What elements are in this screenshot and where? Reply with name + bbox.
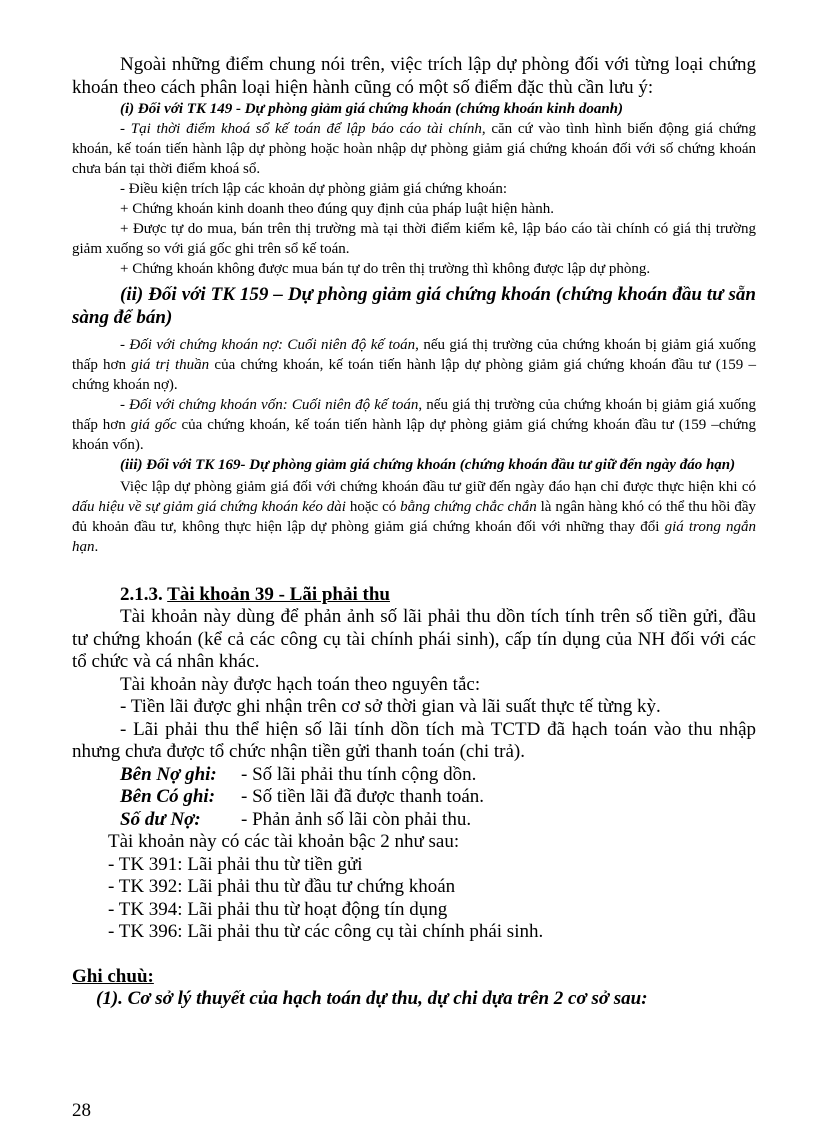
- tk149-heading: (i) Đối với TK 149 - Dự phòng giảm giá chứng khoán (chứng khoán kinh doanh): [120, 101, 624, 117]
- rule-value: - Số tiền lãi đã được thanh toán.: [241, 786, 485, 807]
- tk159-paragraph-2: [72, 395, 756, 455]
- note-line-1: (1). Cơ sở lý thuyết của hạch toán dự thu, dự chi dựa trên 2 cơ sở sau:: [96, 987, 648, 1009]
- rule-value: - Số lãi phải thu tính cộng dồn.: [241, 763, 477, 785]
- tk169-paragraph: [72, 477, 756, 557]
- sub-account-item: - TK 394: Lãi phải thu từ hoạt động tín dụng: [108, 898, 448, 920]
- tk159-p2-text: , nếu giá thị trường của chứng khoán bị giảm giá xuống thấp hơn: [72, 397, 756, 433]
- tk169-italic-b: dấu hiệu về sự giảm giá chứng khoán kéo dài: [72, 499, 346, 515]
- section-heading-2-1-3: [72, 584, 756, 606]
- account-rules: [72, 764, 756, 832]
- tk169-text-g: .: [94, 539, 99, 555]
- sub-account-item: - TK 391: Lãi phải thu từ tiền gửi: [108, 853, 363, 875]
- rule-row: [72, 764, 756, 787]
- tk159-heading: (ii) Đối với TK 159 – Dự phòng giảm giá chứng khoán (chứng khoán đầu tư sẵn sàng để bán): [72, 284, 756, 328]
- tk149-paragraph-5: + Chứng khoán không được mua bán tự do trên thị trường thì không được lập dự phòng.: [120, 261, 651, 277]
- tk159-p1-italic-term: giá trị thuần: [131, 357, 210, 373]
- tk39-paragraph-1: Tài khoản này dùng để phản ảnh số lãi phải thu dồn tích tính trên số tiền gửi, đầu tư chứng khoán (kể cả các công cụ tài chính phái sinh), cấp tín dụng của NH đối với các tổ chức và cá nhân khác.: [72, 606, 756, 672]
- tk159-p2-text-end: của chứng khoán, kế toán tiến hành lập dự phòng giảm giá chứng khoán đầu tư (159 –chứng khoán vốn).: [72, 417, 756, 453]
- tk159-paragraph-1: [72, 335, 756, 395]
- tk169-text-a: Việc lập dự phòng giảm giá đối với chứng khoán đầu tư giữ đến ngày đáo hạn chỉ được thực hiện khi có: [120, 479, 756, 495]
- tk149-p1-rest: , căn cứ vào tình hình biến động giá chứng khoán, kế toán tiến hành lập dự phòng hoặc hoàn nhập dự phòng giảm giá chứng khoán đối với số chứng khoán chưa bán tại thời điểm khoá sổ.: [72, 121, 756, 177]
- tk159-p2-italic-term: giá gốc: [130, 417, 177, 433]
- tk149-paragraph-2: - Điều kiện trích lập các khoản dự phòng giảm giá chứng khoán:: [120, 181, 507, 197]
- tk159-p2-italic: - Đối với chứng khoán vốn: Cuối niên độ kế toán: [120, 397, 419, 413]
- rule-row: [72, 786, 756, 809]
- tk39-paragraph-4: - Lãi phải thu thể hiện số lãi tính dồn tích mà TCTD đã hạch toán vào thu nhập nhưng chưa được tổ chức nhận tiền gửi thanh toán (chi trả).: [72, 718, 756, 762]
- note-title: Ghi chuù:: [72, 965, 154, 987]
- section-title: Tài khoản 39 - Lãi phải thu: [167, 584, 390, 605]
- tk169-italic-d: bằng chứng chắc chắn: [400, 499, 537, 515]
- rule-value: - Phản ảnh số lãi còn phải thu.: [241, 808, 472, 830]
- intro-paragraph: Ngoài những điểm chung nói trên, việc trích lập dự phòng đối với từng loại chứng khoán theo cách phân loại hiện hành cũng có một số điểm đặc thù cần lưu ý:: [72, 54, 756, 98]
- document-page: [72, 54, 756, 1010]
- tk149-paragraph-1: [72, 119, 756, 179]
- tk159-p1-italic: - Đối với chứng khoán nợ: Cuối niên độ kế toán: [120, 337, 416, 353]
- tk169-italic-f: giá trong ngắn hạn: [72, 519, 756, 555]
- tk169-text-c: hoặc có: [345, 499, 401, 515]
- tk39-paragraph-2: Tài khoản này được hạch toán theo nguyên tắc:: [120, 673, 481, 695]
- tk169-heading: (iii) Đối với TK 169- Dự phòng giảm giá chứng khoán (chứng khoán đầu tư giữ đến ngày đáo hạn): [120, 457, 736, 473]
- tk159-p1-text-end: của chứng khoán, kế toán tiến hành lập dự phòng giảm giá chứng khoán đầu tư (159 –chứng khoán nợ).: [72, 357, 757, 393]
- tk39-paragraph-3: - Tiền lãi được ghi nhận trên cơ sở thời gian và lãi suất thực tế từng kỳ.: [120, 696, 661, 717]
- rule-key: Bên Nợ ghi:: [120, 763, 217, 785]
- sub-account-item: - TK 396: Lãi phải thu từ các công cụ tài chính phái sinh.: [108, 921, 544, 942]
- rule-row: [72, 809, 756, 832]
- sub-account-item: - TK 392: Lãi phải thu từ đầu tư chứng khoán: [108, 876, 456, 897]
- tk149-paragraph-4: + Được tự do mua, bán trên thị trường mà tại thời điểm kiểm kê, lập báo cáo tài chính có giá thị trường giảm xuống so với giá gốc ghi trên sổ kế toán.: [72, 221, 756, 257]
- tk159-p1-text: , nếu giá thị trường của chứng khoán bị giảm giá xuống thấp hơn: [72, 337, 756, 373]
- tk149-paragraph-3: + Chứng khoán kinh doanh theo đúng quy định của pháp luật hiện hành.: [120, 201, 555, 217]
- rule-key: Bên Có ghi:: [120, 786, 216, 807]
- rule-key: Số dư Nợ:: [120, 808, 201, 830]
- section-number: 2.1.3.: [120, 584, 168, 605]
- sub-accounts-intro: Tài khoản này có các tài khoản bậc 2 như sau:: [108, 831, 460, 852]
- tk149-p1-italic: - Tại thời điểm khoá sổ kế toán để lập báo cáo tài chính: [120, 121, 482, 137]
- page-number: 28: [72, 1100, 91, 1121]
- tk169-text-e: là ngân hàng khó có thể thu hồi đầy đủ khoản đầu tư, không thực hiện lập dự phòng giảm giá chứng khoán đối với những thay đổi: [72, 499, 756, 535]
